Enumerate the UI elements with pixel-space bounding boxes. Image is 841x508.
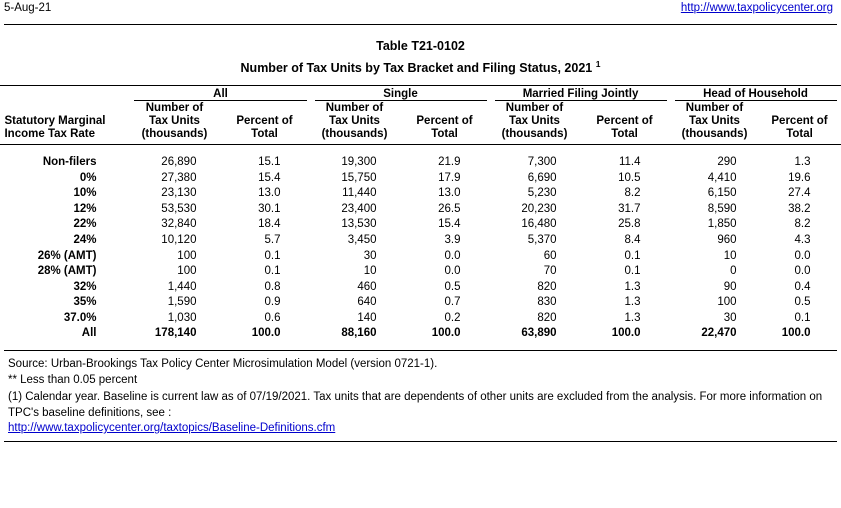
colhead-line2: Total xyxy=(431,128,458,141)
colhead-line1: Number of xyxy=(325,102,384,115)
tax-units-table xyxy=(0,85,840,350)
colhead-line2: Tax Units xyxy=(149,115,200,128)
cell-hoh-percent: 0.0 xyxy=(794,249,811,262)
column-header-all-units xyxy=(130,102,218,145)
table-row xyxy=(0,201,840,217)
cell-single-units: 3,450 xyxy=(347,233,377,246)
cell-mfj-units: 70 xyxy=(543,265,557,278)
cell-hoh-units: 8,590 xyxy=(707,202,737,215)
cell-mfj-percent: 100.0 xyxy=(611,327,641,340)
cell-single-percent: 100.0 xyxy=(431,327,461,340)
cell-mfj-units: 5,230 xyxy=(527,187,557,200)
cell-hoh-percent: 0.4 xyxy=(794,280,811,293)
cell-single-percent: 0.2 xyxy=(444,311,461,324)
cell-hoh-percent: 1.3 xyxy=(794,155,811,168)
cell-all-units: 100 xyxy=(177,249,197,262)
cell-mfj-units: 60 xyxy=(543,249,557,262)
cell-all-units: 27,380 xyxy=(161,171,197,184)
less-than-note: ** Less than 0.05 percent xyxy=(8,373,138,386)
cell-single-percent: 15.4 xyxy=(438,218,461,231)
table-title-text: Number of Tax Units by Tax Bracket and Filing Status, 2021 xyxy=(240,61,593,76)
cell-mfj-units: 820 xyxy=(537,280,557,293)
cell-mfj-units: 6,690 xyxy=(527,171,557,184)
group-header-head-of-household: Head of Household xyxy=(671,86,841,103)
cell-single-percent: 17.9 xyxy=(438,171,461,184)
cell-mfj-units: 20,230 xyxy=(521,202,557,215)
column-header-stub xyxy=(0,102,130,145)
cell-all-percent: 0.6 xyxy=(264,311,281,324)
cell-mfj-percent: 1.3 xyxy=(624,280,641,293)
cell-hoh-units: 6,150 xyxy=(707,187,737,200)
tpc-website-link[interactable]: http://www.taxpolicycenter.org xyxy=(680,2,833,14)
column-header-row xyxy=(0,102,840,145)
row-label: 24% xyxy=(73,233,97,246)
colhead-line1: Number of xyxy=(685,102,744,115)
cell-all-percent: 15.1 xyxy=(258,155,281,168)
cell-single-units: 10 xyxy=(363,265,377,278)
group-header-married-filing-jointly: Married Filing Jointly xyxy=(491,86,671,103)
cell-single-percent: 26.5 xyxy=(438,202,461,215)
cell-hoh-units: 0 xyxy=(730,265,737,278)
table-row xyxy=(0,232,840,248)
cell-all-percent: 5.7 xyxy=(264,233,281,246)
cell-hoh-percent: 100.0 xyxy=(781,327,811,340)
cell-mfj-percent: 0.1 xyxy=(624,265,641,278)
cell-hoh-percent: 38.2 xyxy=(788,202,811,215)
column-header-mfj-units xyxy=(491,102,579,145)
cell-all-percent: 0.1 xyxy=(264,265,281,278)
document-date: 5-Aug-21 xyxy=(4,2,52,14)
row-label: 28% (AMT) xyxy=(37,265,97,278)
cell-single-percent: 0.0 xyxy=(444,265,461,278)
cell-single-percent: 0.5 xyxy=(444,280,461,293)
row-label: 37.0% xyxy=(63,311,97,324)
title-footnote-marker: 1 xyxy=(595,59,601,69)
cell-single-units: 460 xyxy=(357,280,377,293)
cell-hoh-units: 10 xyxy=(723,249,737,262)
table-row xyxy=(0,185,840,201)
column-header-single-percent xyxy=(399,102,491,145)
cell-hoh-percent: 4.3 xyxy=(794,233,811,246)
table-row xyxy=(0,248,840,264)
table-row xyxy=(0,263,840,279)
colhead-line2: Tax Units xyxy=(689,115,740,128)
cell-all-units: 23,130 xyxy=(161,187,197,200)
row-label: 22% xyxy=(73,218,97,231)
cell-hoh-units: 1,850 xyxy=(707,218,737,231)
cell-all-percent: 0.8 xyxy=(264,280,281,293)
colhead-line2: Total xyxy=(611,128,638,141)
header-divider xyxy=(4,24,837,25)
colhead-line1: Percent of xyxy=(771,115,828,128)
cell-all-units: 100 xyxy=(177,265,197,278)
table-number: Table T21-0102 xyxy=(376,39,465,53)
spacer-row xyxy=(0,145,840,155)
column-header-hoh-percent xyxy=(759,102,841,145)
cell-mfj-units: 820 xyxy=(537,311,557,324)
row-label: 35% xyxy=(73,296,97,309)
table-row xyxy=(0,154,840,170)
cell-mfj-percent: 8.2 xyxy=(624,187,641,200)
cell-all-percent: 30.1 xyxy=(258,202,281,215)
title-block xyxy=(0,39,841,75)
table-row xyxy=(0,295,840,311)
cell-mfj-percent: 31.7 xyxy=(618,202,641,215)
row-label: 32% xyxy=(73,280,97,293)
cell-single-units: 640 xyxy=(357,296,377,309)
cell-all-percent: 0.9 xyxy=(264,296,281,309)
baseline-definitions-link[interactable]: http://www.taxpolicycenter.org/taxtopics/Baseline-Definitions.cfm xyxy=(8,422,336,435)
row-label: 12% xyxy=(73,202,97,215)
cell-hoh-units: 960 xyxy=(717,233,737,246)
cell-all-units: 26,890 xyxy=(161,155,197,168)
colhead-line2: Tax Units xyxy=(509,115,560,128)
cell-hoh-units: 90 xyxy=(723,280,737,293)
source-note: Source: Urban-Brookings Tax Policy Center Microsimulation Model (version 0721-1). xyxy=(8,358,438,371)
notes-section xyxy=(4,350,837,437)
column-header-all-percent xyxy=(218,102,310,145)
group-header-row xyxy=(0,86,840,103)
cell-all-percent: 0.1 xyxy=(264,249,281,262)
colhead-line1: Number of xyxy=(145,102,204,115)
cell-mfj-percent: 25.8 xyxy=(618,218,641,231)
cell-single-units: 19,300 xyxy=(341,155,377,168)
page-header xyxy=(0,0,841,22)
cell-all-units: 32,840 xyxy=(161,218,197,231)
cell-mfj-percent: 10.5 xyxy=(618,171,641,184)
cell-mfj-units: 16,480 xyxy=(521,218,557,231)
cell-all-units: 1,030 xyxy=(167,311,197,324)
cell-hoh-units: 4,410 xyxy=(707,171,737,184)
cell-all-units: 10,120 xyxy=(161,233,197,246)
cell-single-units: 140 xyxy=(357,311,377,324)
cell-hoh-percent: 27.4 xyxy=(788,187,811,200)
colhead-line2: Total xyxy=(786,128,813,141)
table-title xyxy=(0,59,841,75)
group-header-blank xyxy=(0,86,130,103)
cell-single-percent: 13.0 xyxy=(438,187,461,200)
cell-mfj-percent: 1.3 xyxy=(624,311,641,324)
colhead-line3: (thousands) xyxy=(501,128,568,141)
cell-mfj-units: 63,890 xyxy=(521,327,557,340)
cell-mfj-percent: 0.1 xyxy=(624,249,641,262)
colhead-line1: Percent of xyxy=(596,115,653,128)
cell-hoh-units: 22,470 xyxy=(701,327,737,340)
cell-all-percent: 100.0 xyxy=(251,327,281,340)
table-row xyxy=(0,170,840,186)
cell-all-units: 53,530 xyxy=(161,202,197,215)
footnote-1: (1) Calendar year. Baseline is current law as of 07/19/2021. Tax units that are dependents of other units are excluded from the analysis. For more information on TPC's baseline definitions, see : xyxy=(8,391,823,419)
colhead-line3: (thousands) xyxy=(321,128,388,141)
cell-mfj-percent: 11.4 xyxy=(618,155,641,168)
cell-hoh-percent: 0.1 xyxy=(794,311,811,324)
cell-all-percent: 18.4 xyxy=(258,218,281,231)
cell-hoh-units: 290 xyxy=(717,155,737,168)
table-body xyxy=(0,145,840,351)
table-row xyxy=(0,217,840,233)
cell-hoh-percent: 19.6 xyxy=(788,171,811,184)
column-header-mfj-percent xyxy=(579,102,671,145)
row-label: 26% (AMT) xyxy=(37,249,97,262)
cell-hoh-percent: 0.0 xyxy=(794,265,811,278)
cell-hoh-percent: 0.5 xyxy=(794,296,811,309)
table-row xyxy=(0,310,840,326)
cell-mfj-units: 7,300 xyxy=(527,155,557,168)
row-label: Non-filers xyxy=(42,155,97,168)
spacer-row xyxy=(0,341,840,350)
cell-hoh-percent: 8.2 xyxy=(794,218,811,231)
cell-all-units: 1,440 xyxy=(167,280,197,293)
cell-single-units: 15,750 xyxy=(341,171,377,184)
cell-hoh-units: 30 xyxy=(723,311,737,324)
cell-mfj-percent: 1.3 xyxy=(624,296,641,309)
cell-mfj-units: 5,370 xyxy=(527,233,557,246)
cell-all-units: 1,590 xyxy=(167,296,197,309)
colhead-line2: Tax Units xyxy=(329,115,380,128)
table-row-total xyxy=(0,326,840,342)
colhead-line3: (thousands) xyxy=(141,128,208,141)
cell-single-units: 13,530 xyxy=(341,218,377,231)
colhead-line1: Number of xyxy=(505,102,564,115)
column-header-hoh-units xyxy=(671,102,759,145)
cell-all-percent: 13.0 xyxy=(258,187,281,200)
stub-header-line1: Statutory Marginal xyxy=(4,115,106,128)
colhead-line2: Total xyxy=(251,128,278,141)
cell-single-units: 30 xyxy=(363,249,377,262)
cell-single-units: 23,400 xyxy=(341,202,377,215)
cell-all-percent: 15.4 xyxy=(258,171,281,184)
colhead-line1: Percent of xyxy=(236,115,293,128)
row-label: 0% xyxy=(79,171,97,184)
cell-all-units: 178,140 xyxy=(154,327,197,340)
cell-hoh-units: 100 xyxy=(717,296,737,309)
cell-single-percent: 21.9 xyxy=(438,155,461,168)
row-label: All xyxy=(81,327,97,340)
cell-mfj-units: 830 xyxy=(537,296,557,309)
cell-single-units: 11,440 xyxy=(342,187,377,200)
cell-mfj-percent: 8.4 xyxy=(624,233,641,246)
cell-single-percent: 0.0 xyxy=(444,249,461,262)
table-row xyxy=(0,279,840,295)
row-label: 10% xyxy=(73,187,97,200)
column-header-single-units xyxy=(311,102,399,145)
group-header-all: All xyxy=(130,86,310,103)
cell-single-percent: 3.9 xyxy=(444,233,461,246)
colhead-line3: (thousands) xyxy=(681,128,748,141)
footer-divider xyxy=(4,441,837,442)
cell-single-units: 88,160 xyxy=(341,327,377,340)
colhead-line1: Percent of xyxy=(416,115,473,128)
group-header-single: Single xyxy=(311,86,491,103)
stub-header-line2: Income Tax Rate xyxy=(4,128,96,141)
cell-single-percent: 0.7 xyxy=(444,296,461,309)
